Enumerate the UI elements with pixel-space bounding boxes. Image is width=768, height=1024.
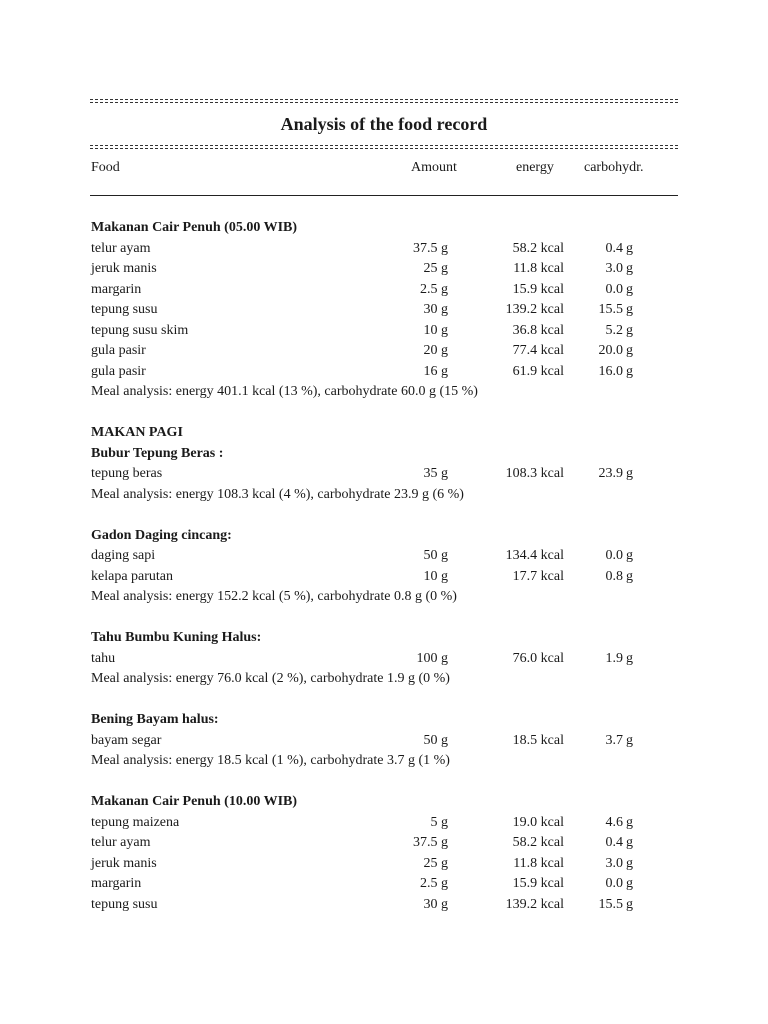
header-rule [90,195,678,196]
carbohydrate-cell: 0.8 [605,568,623,584]
table-row [0,341,768,362]
dish-heading [0,710,768,731]
food-name: telur ayam [91,835,151,850]
amount-cell: 5 g [430,814,448,830]
meal-analysis-text: Meal analysis: energy 76.0 kcal (2 %), carbohydrate 1.9 g (0 %) [91,671,450,686]
amount-cell: 50 g [423,732,448,748]
energy-cell: 15.9 kcal [512,876,564,891]
carbohydrate-cell: 0.4 [605,240,623,256]
column-header-carbohydrate: carbohydr. [584,160,644,175]
column-header-food: Food [91,160,120,175]
amount-cell: 30 g [423,896,448,912]
meal-analysis [0,669,768,690]
carbohydrate-cell: 0.0 [605,281,623,297]
amount-cell: 2.5 g [420,876,448,891]
amount-cell: 2.5 g [420,281,448,297]
dish-heading [0,628,768,649]
carbohydrate-cell: 3.7 [605,732,623,748]
dish-title: Makanan Cair Penuh (10.00 WIB) [91,794,298,809]
food-name: tahu [91,650,116,666]
carbohydrate-cell: 1.9 [605,650,623,666]
energy-cell: 36.8 kcal [512,322,564,338]
table-row [0,546,768,567]
carbohydrate-cell: 15.5 [598,302,623,317]
food-name: daging sapi [91,548,156,563]
meal-analysis-text: Meal analysis: energy 401.1 kcal (13 %), carbohydrate 60.0 g (15 %) [91,384,478,399]
carbohydrate-unit: g [626,732,633,748]
amount-cell: 10 g [423,322,448,338]
blank-line [0,505,768,526]
carbohydrate-unit: g [626,896,633,912]
carbohydrate-unit: g [626,855,633,871]
carbohydrate-cell: 0.4 [605,835,623,850]
food-name: jeruk manis [91,855,157,871]
food-name: jeruk manis [91,261,157,276]
double-rule-top [90,98,678,104]
amount-cell: 16 g [423,363,448,379]
energy-cell: 61.9 kcal [512,363,564,379]
table-row [0,833,768,854]
table-row [0,649,768,670]
energy-cell: 108.3 kcal [505,466,564,481]
food-name: telur ayam [91,240,151,256]
page-title: Analysis of the food record [280,114,488,134]
meal-analysis [0,485,768,506]
table-row [0,895,768,916]
energy-cell: 134.4 kcal [505,548,564,563]
dish-title: Bubur Tepung Beras : [91,445,224,461]
energy-cell: 19.0 kcal [512,814,564,830]
amount-cell: 25 g [423,261,448,276]
energy-cell: 15.9 kcal [512,281,564,297]
food-name: bayam segar [91,732,162,748]
carbohydrate-unit: g [626,240,633,256]
carbohydrate-cell: 20.0 [598,343,623,358]
table-row [0,239,768,260]
energy-cell: 58.2 kcal [512,240,564,256]
carbohydrate-unit: g [626,322,633,338]
carbohydrate-unit: g [626,650,633,666]
blank-line [0,403,768,424]
food-name: kelapa parutan [91,568,174,584]
amount-cell: 10 g [423,568,448,584]
meal-analysis-text: Meal analysis: energy 18.5 kcal (1 %), carbohydrate 3.7 g (1 %) [91,753,450,768]
energy-cell: 11.8 kcal [513,855,564,871]
carbohydrate-cell: 23.9 [598,466,623,481]
blank-line [0,608,768,629]
meal-analysis [0,382,768,403]
carbohydrate-unit: g [626,835,633,850]
carbohydrate-unit: g [626,568,633,584]
energy-cell: 77.4 kcal [512,343,564,358]
food-name: margarin [91,876,142,891]
carbohydrate-unit: g [626,363,633,379]
section-title: MAKAN PAGI [91,425,183,440]
energy-cell: 18.5 kcal [512,732,564,748]
food-name: margarin [91,281,142,297]
blank-line [0,772,768,793]
dish-heading [0,526,768,547]
carbohydrate-cell: 4.6 [605,814,623,830]
table-row [0,731,768,752]
carbohydrate-cell: 0.0 [605,548,623,563]
food-name: gula pasir [91,343,146,358]
carbohydrate-cell: 0.0 [605,876,623,891]
food-record-table [0,218,768,915]
carbohydrate-cell: 16.0 [598,363,623,379]
table-row [0,300,768,321]
carbohydrate-unit: g [626,343,633,358]
energy-cell: 11.8 kcal [513,261,564,276]
energy-cell: 17.7 kcal [512,568,564,584]
dish-title: Tahu Bumbu Kuning Halus: [91,630,262,645]
carbohydrate-unit: g [626,548,633,563]
carbohydrate-unit: g [626,261,633,276]
energy-cell: 76.0 kcal [512,650,564,666]
table-row [0,362,768,383]
energy-cell: 58.2 kcal [512,835,564,850]
table-row [0,813,768,834]
table-row [0,259,768,280]
food-name: tepung susu skim [91,322,189,338]
meal-analysis [0,751,768,772]
table-row [0,874,768,895]
column-header-energy: energy [516,160,554,175]
carbohydrate-unit: g [626,814,633,830]
table-row [0,280,768,301]
food-name: gula pasir [91,363,146,379]
amount-cell: 35 g [423,466,448,481]
table-row [0,321,768,342]
energy-cell: 139.2 kcal [505,896,564,912]
food-name: tepung beras [91,466,163,481]
amount-cell: 37.5 g [413,240,448,256]
amount-cell: 25 g [423,855,448,871]
section-heading [0,423,768,444]
amount-cell: 30 g [423,302,448,317]
carbohydrate-unit: g [626,466,633,481]
dish-title: Makanan Cair Penuh (05.00 WIB) [91,220,298,235]
food-name: tepung maizena [91,814,180,830]
double-rule-header [90,144,678,150]
carbohydrate-cell: 3.0 [605,261,623,276]
dish-heading [0,792,768,813]
table-row [0,854,768,875]
carbohydrate-cell: 15.5 [598,896,623,912]
meal-analysis-text: Meal analysis: energy 152.2 kcal (5 %), carbohydrate 0.8 g (0 %) [91,589,457,604]
food-name: tepung susu [91,302,158,317]
carbohydrate-unit: g [626,281,633,297]
carbohydrate-cell: 3.0 [605,855,623,871]
dish-heading [0,444,768,465]
table-row [0,464,768,485]
blank-line [0,690,768,711]
dish-heading [0,218,768,239]
meal-analysis [0,587,768,608]
amount-cell: 20 g [423,343,448,358]
carbohydrate-unit: g [626,302,633,317]
food-name: tepung susu [91,896,158,912]
column-header-amount: Amount [411,160,457,175]
carbohydrate-cell: 5.2 [605,322,623,338]
dish-title: Gadon Daging cincang: [91,527,232,543]
carbohydrate-unit: g [626,876,633,891]
amount-cell: 37.5 g [413,835,448,850]
dish-title: Bening Bayam halus: [91,712,219,727]
amount-cell: 100 g [416,650,448,666]
amount-cell: 50 g [423,548,448,563]
energy-cell: 139.2 kcal [505,302,564,317]
meal-analysis-text: Meal analysis: energy 108.3 kcal (4 %), carbohydrate 23.9 g (6 %) [91,486,464,502]
table-row [0,567,768,588]
